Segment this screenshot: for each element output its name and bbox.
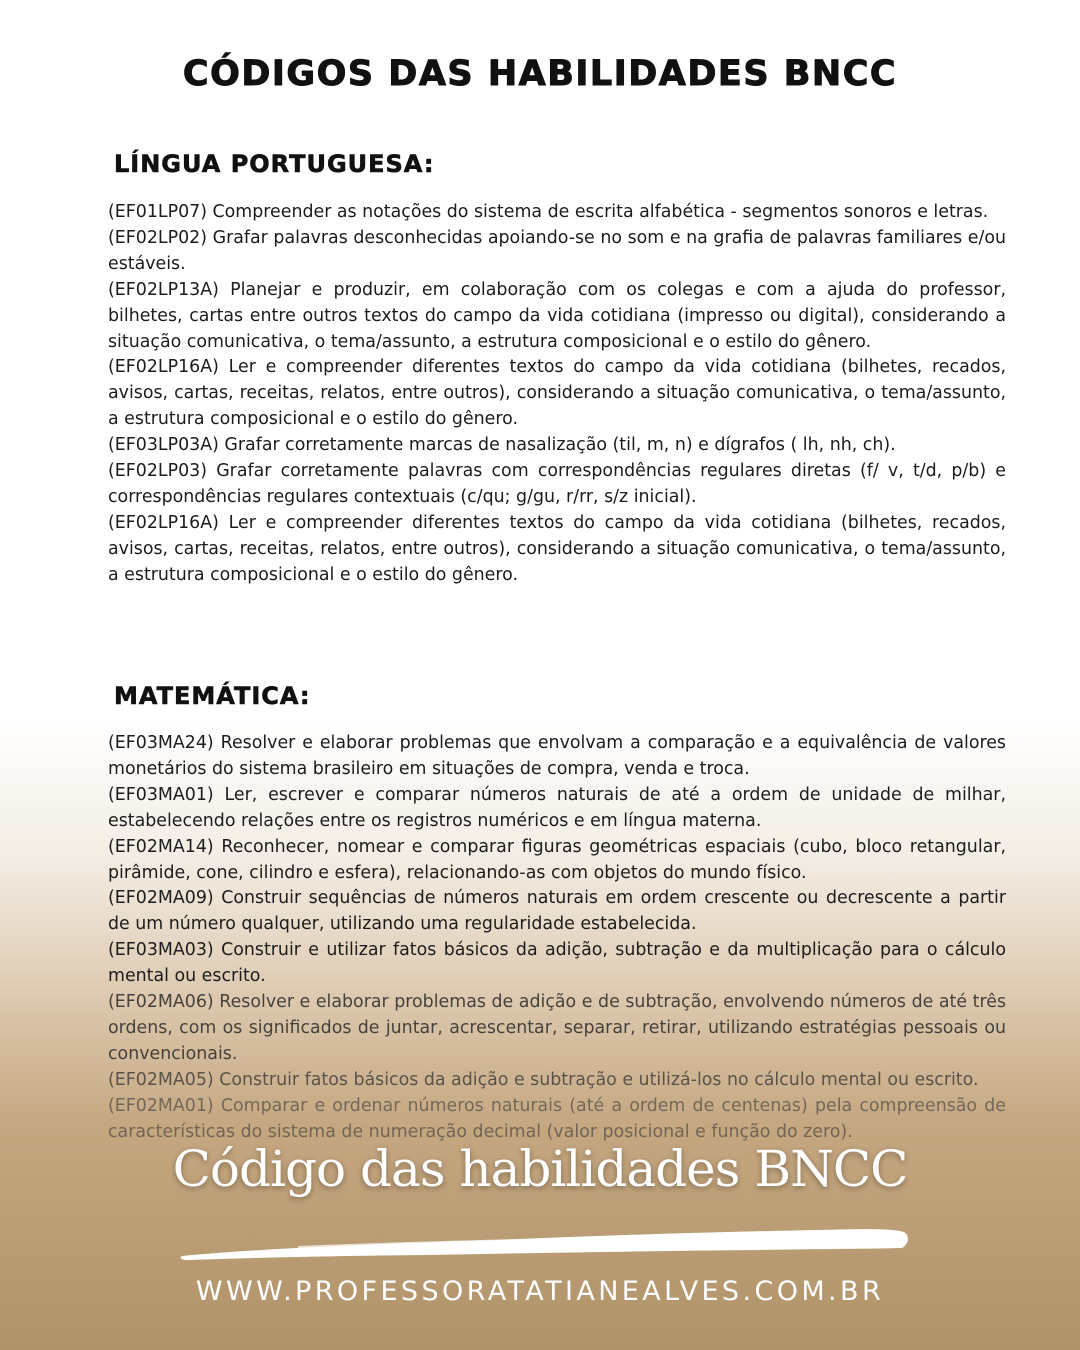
skill-item: (EF02MA14) Reconhecer, nomear e comparar figuras geométricas espaciais (cubo, bloco retangular, pirâmide, cone, cilindro e esfera), relacionando-as com objetos do mundo físico. [108,836,1006,883]
page-title: CÓDIGOS DAS HABILIDADES BNCC [182,54,898,94]
skill-item: (EF02LP16A) Ler e compreender diferentes textos do campo da vida cotidiana (bilhetes, recados, avisos, cartas, receitas, relatos, entre outros), considerando a situação comunicativa, o tema/assunto, a estrutura composicional e o estilo do gênero. [108,357,1006,430]
website-url: WWW.PROFESSORATATIANEALVES.COM.BR [195,1276,885,1307]
skill-item: (EF02LP02) Grafar palavras desconhecidas apoiando-se no som e na grafia de palavras familiares e/ou estáveis. [108,227,1006,274]
skill-item: (EF02LP16A) Ler e compreender diferentes textos do campo da vida cotidiana (bilhetes, recados, avisos, cartas, receitas, relatos, entre outros), considerando a situação comunicativa, o tema/assunto, a estrutura composicional e o estilo do gênero. [108,512,1006,585]
skill-item: (EF03MA01) Ler, escrever e comparar números naturais de até a ordem de unidade de milhar, estabelecendo relações entre os registros numéricos e em língua materna. [108,784,1006,831]
skill-item: (EF02MA01) Comparar e ordenar números naturais (até a ordem de centenas) pela compreensão de características do sistema de numeração decimal (valor posicional e função do zero). [108,1095,1006,1142]
banner-title: Código das habilidades BNCC [172,1140,908,1198]
brush-stroke-divider [178,1222,912,1264]
skill-item: (EF03MA24) Resolver e elaborar problemas que envolvam a comparação e a equivalência de valores monetários do sistema brasileiro em situações de compra, venda e troca. [108,733,1006,779]
skill-item: (EF01LP07) Compreender as notações do sistema de escrita alfabética - segmentos sonoros e letras. [108,202,989,222]
skill-item: (EF03MA03) Construir e utilizar fatos básicos da adição, subtração e da multiplicação para o cálculo mental ou escrito. [108,940,1006,987]
skills-list-lingua-portuguesa [108,200,1006,589]
skill-item: (EF02MA05) Construir fatos básicos da adição e subtração e utilizá-los no cálculo mental ou escrito. [108,1069,979,1090]
skill-item: (EF02MA06) Resolver e elaborar problemas de adição e de subtração, envolvendo números de até três ordens, com os significados de juntar, acrescentar, separar, retirar, utilizando estratégias pessoais ou convencionais. [108,992,1006,1064]
section-heading-matematica: MATEMÁTICA: [114,682,311,710]
skill-item: (EF02LP03) Grafar corretamente palavras com correspondências regulares diretas (f/ v, t/d, p/b) e correspondências regulares contextuais (c/qu; g/gu, r/rr, s/z inicial). [108,461,1006,507]
skill-item: (EF02MA09) Construir sequências de números naturais em ordem crescente ou decrescente a partir de um número qualquer, utilizando uma regularidade estabelecida. [108,888,1006,935]
skill-item: (EF02LP13A) Planejar e produzir, em colaboração com os colegas e com a ajuda do professor, bilhetes, cartas entre outros textos do campo da vida cotidiana (impresso ou digital), considerando a situação comunicativa, o tema/assunto, a estrutura composicional e o estilo do gênero. [108,279,1006,352]
section-heading-lingua-portuguesa: LÍNGUA PORTUGUESA: [114,150,435,178]
skill-item: (EF03LP03A) Grafar corretamente marcas de nasalização (til, m, n) e dígrafos ( lh, nh, ch). [108,435,896,456]
skills-list-matematica [108,731,1006,1146]
